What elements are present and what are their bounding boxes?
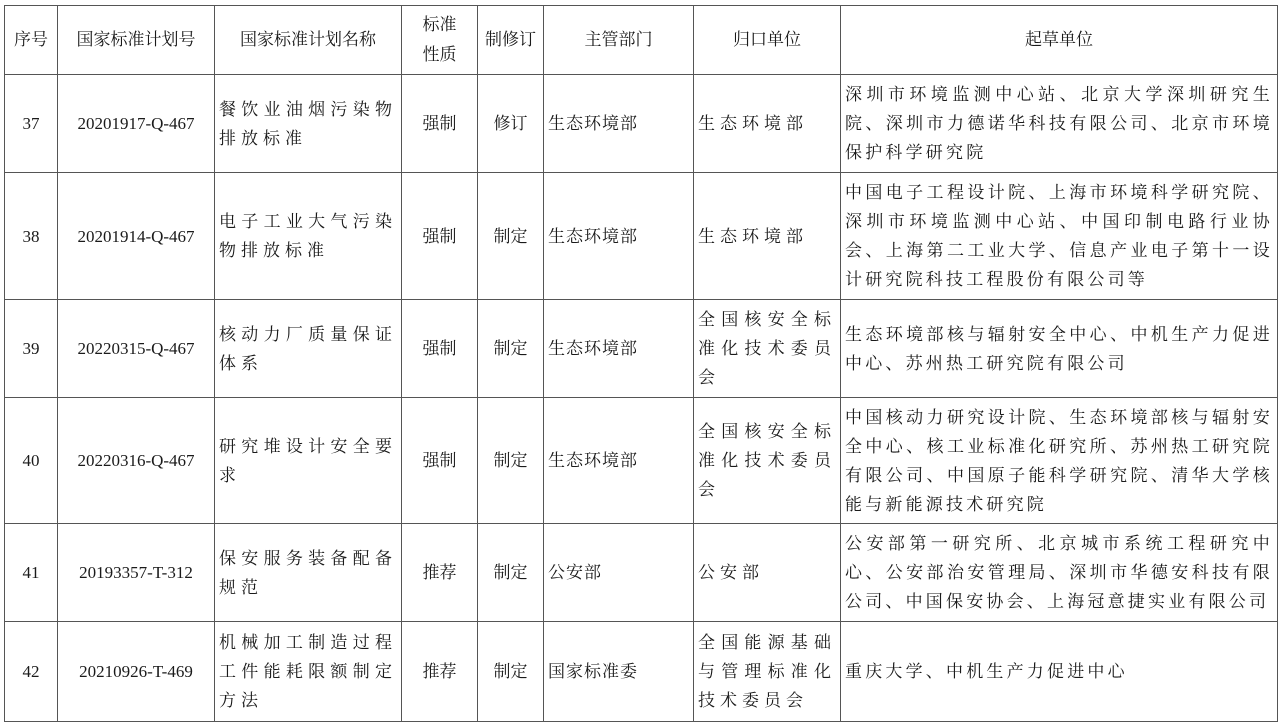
cell-revise: 制定 (478, 622, 544, 722)
cell-dept: 生态环境部 (544, 398, 694, 524)
cell-seq: 41 (5, 524, 58, 622)
cell-nature: 强制 (402, 300, 478, 398)
cell-revise: 制定 (478, 300, 544, 398)
cell-plan-no: 20220315-Q-467 (58, 300, 215, 398)
header-plan-no: 国家标准计划号 (58, 6, 215, 75)
header-seq: 序号 (5, 6, 58, 75)
cell-nature: 强制 (402, 75, 478, 173)
cell-seq: 42 (5, 622, 58, 722)
cell-drafter: 中国核动力研究设计院、生态环境部核与辐射安全中心、核工业标准化研究所、苏州热工研究院有限公司、中国原子能科学研究院、清华大学核能与新能源技术研究院 (841, 398, 1278, 524)
cell-seq: 39 (5, 300, 58, 398)
cell-plan-name: 电子工业大气污染物排放标准 (215, 173, 402, 300)
cell-drafter: 公安部第一研究所、北京城市系统工程研究中心、公安部治安管理局、深圳市华德安科技有限公司、中国保安协会、上海冠意捷实业有限公司 (841, 524, 1278, 622)
cell-plan-no: 20201917-Q-467 (58, 75, 215, 173)
cell-plan-name: 保安服务装备配备规范 (215, 524, 402, 622)
table-row (5, 75, 1278, 173)
standards-plan-table (4, 5, 1278, 722)
cell-plan-no: 20201914-Q-467 (58, 173, 215, 300)
cell-plan-no: 20193357-T-312 (58, 524, 215, 622)
cell-drafter: 中国电子工程设计院、上海市环境科学研究院、深圳市环境监测中心站、中国印制电路行业协会、上海第二工业大学、信息产业电子第十一设计研究院科技工程股份有限公司等 (841, 173, 1278, 300)
cell-revise: 制定 (478, 173, 544, 300)
cell-revise: 制定 (478, 398, 544, 524)
cell-revise: 修订 (478, 75, 544, 173)
table-row (5, 524, 1278, 622)
cell-seq: 37 (5, 75, 58, 173)
cell-nature: 强制 (402, 398, 478, 524)
cell-gk: 全国能源基础与管理标准化技术委员会 (694, 622, 841, 722)
table-row (5, 398, 1278, 524)
header-dept: 主管部门 (544, 6, 694, 75)
header-plan-name: 国家标准计划名称 (215, 6, 402, 75)
cell-plan-name: 机械加工制造过程工件能耗限额制定方法 (215, 622, 402, 722)
cell-nature: 强制 (402, 173, 478, 300)
header-row (5, 6, 1278, 75)
cell-drafter: 生态环境部核与辐射安全中心、中机生产力促进中心、苏州热工研究院有限公司 (841, 300, 1278, 398)
header-nature: 标准性质 (402, 6, 478, 75)
cell-drafter: 重庆大学、中机生产力促进中心 (841, 622, 1278, 722)
cell-revise: 制定 (478, 524, 544, 622)
cell-gk: 全国核安全标准化技术委员会 (694, 398, 841, 524)
cell-dept: 公安部 (544, 524, 694, 622)
cell-nature: 推荐 (402, 524, 478, 622)
cell-dept: 生态环境部 (544, 75, 694, 173)
cell-plan-no: 20220316-Q-467 (58, 398, 215, 524)
cell-plan-name: 餐饮业油烟污染物排放标准 (215, 75, 402, 173)
cell-plan-no: 20210926-T-469 (58, 622, 215, 722)
header-revise: 制修订 (478, 6, 544, 75)
header-gk: 归口单位 (694, 6, 841, 75)
cell-nature: 推荐 (402, 622, 478, 722)
cell-plan-name: 核动力厂质量保证体系 (215, 300, 402, 398)
cell-gk: 生态环境部 (694, 173, 841, 300)
header-drafter: 起草单位 (841, 6, 1278, 75)
table-row (5, 300, 1278, 398)
cell-dept: 生态环境部 (544, 300, 694, 398)
table-row (5, 622, 1278, 722)
table-row (5, 173, 1278, 300)
cell-dept: 国家标准委 (544, 622, 694, 722)
cell-dept: 生态环境部 (544, 173, 694, 300)
cell-plan-name: 研究堆设计安全要求 (215, 398, 402, 524)
cell-gk: 生态环境部 (694, 75, 841, 173)
cell-seq: 40 (5, 398, 58, 524)
cell-gk: 公安部 (694, 524, 841, 622)
cell-gk: 全国核安全标准化技术委员会 (694, 300, 841, 398)
cell-drafter: 深圳市环境监测中心站、北京大学深圳研究生院、深圳市力德诺华科技有限公司、北京市环境保护科学研究院 (841, 75, 1278, 173)
cell-seq: 38 (5, 173, 58, 300)
